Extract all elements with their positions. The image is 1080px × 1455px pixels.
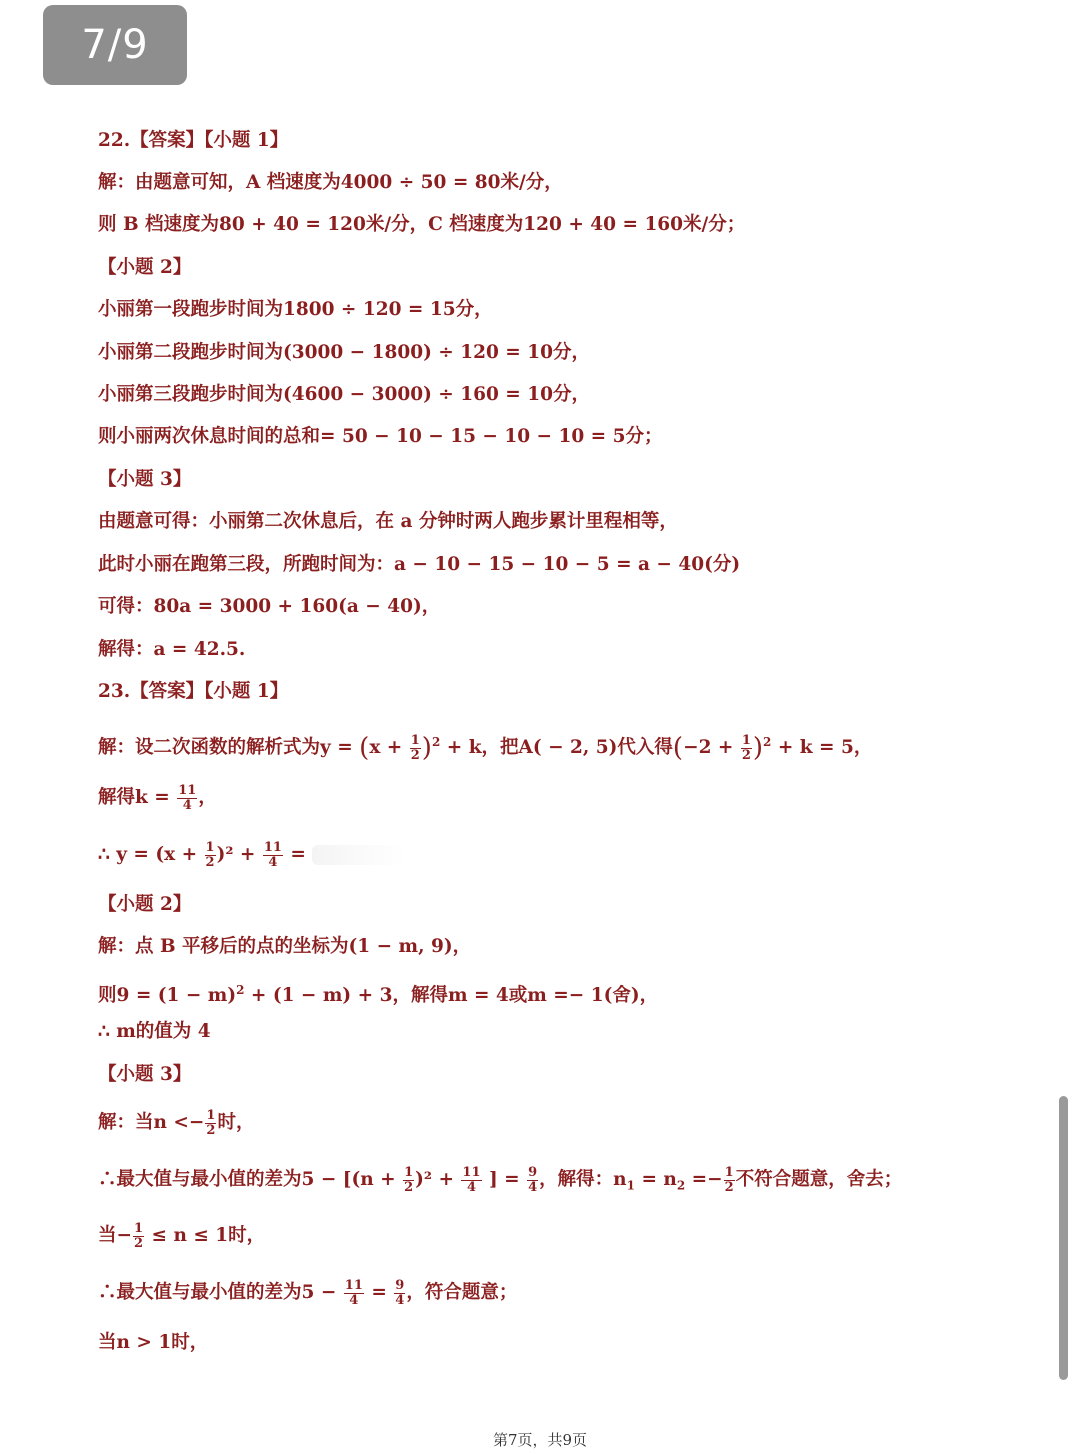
denominator: 4	[466, 1179, 476, 1195]
paren-close: )	[752, 733, 764, 764]
q23-part1-line3	[98, 837, 407, 873]
q22-part1-line2: 则 B 档速度为80 + 40 = 120米/分，C 档速度为120 + 40 = 160米/分；	[98, 214, 746, 235]
numerator: 1	[205, 839, 215, 855]
numerator: 1	[206, 1107, 216, 1123]
paren-open: (	[359, 733, 370, 764]
text: 则9 = (1 − m)	[98, 985, 237, 1007]
paren-open: (	[672, 733, 684, 764]
text: ，解得：n	[539, 1169, 627, 1190]
denominator: 2	[134, 1235, 144, 1251]
denominator: 4	[349, 1292, 359, 1308]
q22-part1-line1: 解：由题意可知，A 档速度为4000 ÷ 50 = 80米/分，	[98, 172, 563, 193]
exponent: 2	[763, 735, 772, 749]
page-indicator: 7/9	[43, 5, 187, 85]
fraction	[403, 1166, 414, 1195]
text: −2 +	[683, 737, 734, 759]
text: 时，	[217, 1112, 255, 1133]
numerator: 11	[263, 839, 282, 855]
fraction	[205, 841, 216, 870]
denominator: 4	[182, 797, 192, 813]
q22-part3-header: 【小题 3】	[98, 469, 192, 490]
q23-part2-line1: 解：点 B 平移后的点的坐标为(1 − m, 9)，	[98, 936, 472, 957]
denominator: 2	[741, 747, 751, 763]
vertical-scrollbar[interactable]	[1059, 1096, 1068, 1380]
numerator: 11	[462, 1164, 481, 1180]
fraction	[344, 1279, 364, 1308]
denominator: 4	[395, 1292, 405, 1308]
text: )² +	[415, 1169, 454, 1190]
numerator: 11	[178, 782, 197, 798]
text: = n	[641, 1169, 677, 1190]
q23-part1-line2	[98, 780, 217, 816]
text: 解得k =	[98, 787, 170, 808]
text: x +	[369, 737, 403, 759]
page-footer: 第7页，共9页	[492, 1431, 588, 1449]
q23-part2-header: 【小题 2】	[98, 894, 192, 915]
text: ∴最大值与最小值的差为5 − [(n +	[98, 1169, 396, 1190]
fraction	[394, 1279, 405, 1308]
q23-part3-line5: 当n > 1时，	[98, 1332, 209, 1353]
text: 解：当n <−	[98, 1112, 205, 1133]
q23-part2-line3: ∴ m的值为 4	[98, 1021, 211, 1042]
text: ，	[198, 787, 217, 808]
numerator: 1	[410, 732, 420, 748]
text: 不符合题意，舍去；	[735, 1169, 903, 1190]
q22-part2-line4: 则小丽两次休息时间的总和= 50 − 10 − 15 − 10 − 10 = 5分；	[98, 426, 663, 447]
denominator: 4	[268, 854, 278, 870]
text: ] =	[488, 1169, 520, 1190]
q23-part1-line1	[98, 722, 872, 768]
q23-part3-header: 【小题 3】	[98, 1064, 192, 1085]
q22-part2-line2: 小丽第二段跑步时间为(3000 − 1800) ÷ 120 = 10分，	[98, 342, 590, 363]
denominator: 2	[724, 1179, 734, 1195]
fraction	[461, 1166, 481, 1195]
denominator: 2	[206, 1122, 216, 1138]
q22-part3-line4: 解得：a = 42.5.	[98, 639, 246, 660]
denominator: 2	[205, 854, 215, 870]
q22-part2-header: 【小题 2】	[98, 257, 192, 278]
numerator: 11	[344, 1277, 363, 1293]
text: ，符合题意；	[406, 1282, 518, 1303]
q22-part3-line1: 由题意可得：小丽第二次休息后，在 a 分钟时两人跑步累计里程相等，	[98, 511, 678, 532]
numerator: 9	[395, 1277, 405, 1293]
fraction	[177, 784, 197, 813]
q23-part3-line1	[98, 1105, 254, 1141]
paren-close: )	[421, 733, 432, 764]
fraction	[527, 1166, 538, 1195]
fraction	[205, 1109, 216, 1138]
text: 当−	[98, 1225, 133, 1246]
text: + (1 − m) + 3，解得m = 4或m =− 1(舍)，	[250, 985, 659, 1007]
q22-header: 22.【答案】【小题 1】	[98, 130, 289, 151]
fraction	[724, 1166, 735, 1195]
text: =	[290, 844, 306, 865]
q23-part3-line4	[98, 1275, 517, 1311]
text: )² +	[216, 844, 256, 865]
text: =−	[691, 1169, 723, 1190]
text: + k = 5，	[777, 737, 873, 759]
exponent: 2	[236, 983, 245, 997]
text: 解：设二次函数的解析式为y =	[98, 737, 353, 759]
q22-part3-line2: 此时小丽在跑第三段，所跑时间为：a − 10 − 15 − 10 − 5 = a − 40(分)	[98, 554, 741, 575]
subscript: 1	[626, 1178, 635, 1193]
numerator: 1	[741, 732, 751, 748]
fraction	[741, 734, 752, 763]
numerator: 1	[134, 1220, 144, 1236]
text: + k，把A( − 2, 5)代入得	[446, 737, 673, 759]
q23-header: 23.【答案】【小题 1】	[98, 681, 289, 702]
numerator: 9	[528, 1164, 538, 1180]
q22-part3-line3: 可得：80a = 3000 + 160(a − 40)，	[98, 596, 441, 617]
fraction	[133, 1222, 144, 1251]
fraction	[410, 734, 421, 763]
subscript: 2	[676, 1178, 686, 1193]
denominator: 2	[410, 747, 420, 763]
numerator: 1	[724, 1164, 734, 1180]
fraction	[263, 841, 283, 870]
q22-part2-line1: 小丽第一段跑步时间为1800 ÷ 120 = 15分，	[98, 299, 493, 320]
denominator: 2	[404, 1179, 414, 1195]
text: ∴最大值与最小值的差为5 −	[98, 1282, 337, 1303]
q23-part2-line2	[98, 977, 658, 1009]
q23-part3-line3	[98, 1218, 265, 1254]
q23-part3-line2	[98, 1162, 902, 1204]
text: ≤ n ≤ 1时，	[151, 1225, 266, 1246]
exponent: 2	[431, 735, 441, 749]
q22-part2-line3: 小丽第三段跑步时间为(4600 − 3000) ÷ 160 = 10分，	[98, 384, 590, 405]
numerator: 1	[404, 1164, 414, 1180]
denominator: 4	[528, 1179, 538, 1195]
text: =	[371, 1282, 387, 1303]
blurred-region	[312, 845, 407, 865]
text: ∴ y = (x +	[98, 844, 198, 865]
